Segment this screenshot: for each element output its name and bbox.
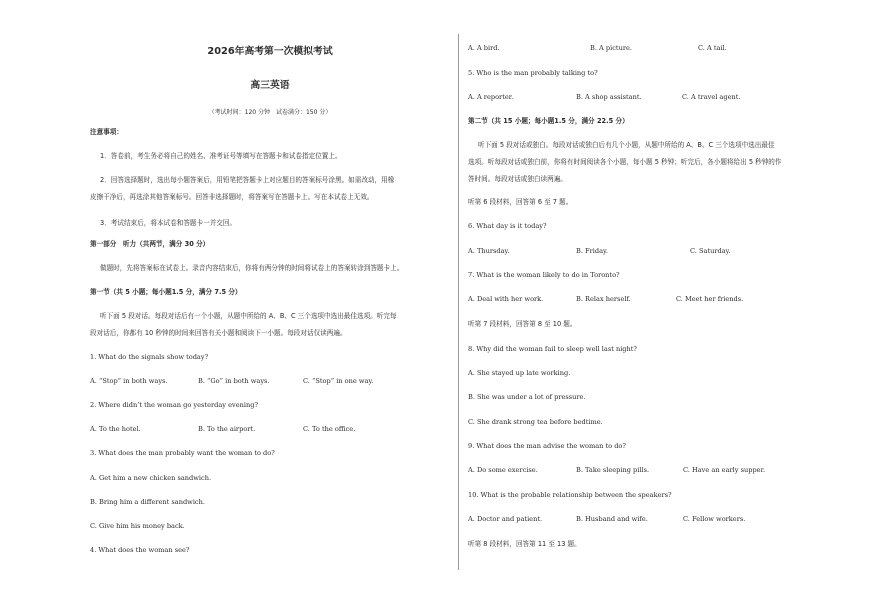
section1-intro-line-2: 段对话后，你都有 10 秒钟的时间来回答有关小题和阅读下一小题。每段对话仅读两遍。	[90, 329, 347, 337]
q7-option-b: B. Relax herself.	[576, 295, 631, 303]
q6-question: 6. What day is it today?	[468, 222, 547, 230]
q9-question: 9. What does the man advise the woman to do?	[468, 442, 626, 450]
q1-option-b: B. “Go” in both ways.	[198, 377, 270, 385]
q3-option-b: B. Bring him a different sandwich.	[90, 498, 205, 506]
note-item-2-line-1: 2．回答选择题时，选出每小题答案后，用铅笔把答题卡上对应题目的答案标号涂黑。如需改动，用橡	[100, 176, 395, 184]
q6-option-c: C. Saturday.	[690, 247, 731, 255]
notes-heading: 注意事项：	[90, 128, 123, 136]
section2-heading: 第二节（共 15 小题；每小题1.5 分，满分 22.5 分）	[468, 117, 629, 125]
q1-option-c: C. “Stop” in one way.	[303, 377, 374, 385]
q8-option-a: A. She stayed up late working.	[468, 369, 571, 377]
q9-option-a: A. Do some exercise.	[468, 466, 538, 474]
q9-option-b: B. Take sleeping pills.	[576, 466, 650, 474]
right-column	[468, 0, 828, 615]
q10-option-b: B. Husband and wife.	[576, 515, 648, 523]
material-8-instruction: 听第 8 段材料，回答第 11 至 13 题。	[468, 540, 581, 548]
note-item-3: 3．考试结束后，将本试卷和答题卡一并交回。	[100, 219, 237, 227]
q3-option-c: C. Give him his money back.	[90, 522, 185, 530]
q8-option-c: C. She drank strong tea before bedtime.	[468, 418, 603, 426]
section2-intro-line-3: 答时间。每段对话或独白读两遍。	[468, 175, 567, 183]
material-7-instruction: 听第 7 段材料，回答第 8 至 10 题。	[468, 320, 577, 328]
q7-question: 7. What is the woman likely to do in Toronto?	[468, 271, 620, 279]
q4-option-c: C. A tail.	[698, 44, 727, 52]
part1-heading: 第一部分 听力（共两节，满分 30 分）	[90, 240, 210, 248]
q9-option-c: C. Have an early supper.	[683, 466, 766, 474]
q5-option-b: B. A shop assistant.	[576, 93, 642, 101]
q5-question: 5. Who is the man probably talking to?	[468, 69, 598, 77]
q8-question: 8. Why did the woman fail to sleep well last night?	[468, 345, 637, 353]
q10-option-a: A. Doctor and patient.	[468, 515, 543, 523]
note-item-2-line-2: 皮擦干净后，再选涂其他答案标号。回答非选择题时，将答案写在答题卡上。写在本试卷上无效。	[90, 193, 374, 201]
material-6-instruction: 听第 6 段材料，回答第 6 至 7 题。	[468, 198, 573, 206]
section1-intro-line-1: 听下面 5 段对话。每段对话后有一个小题，从题中所给的 A、B、C 三个选项中选出最佳选项。听完每	[100, 312, 397, 320]
q5-option-c: C. A travel agent.	[682, 93, 741, 101]
exam-subject: 高三英语	[250, 80, 290, 91]
section1-heading: 第一节（共 5 小题；每小题1.5 分，满分 7.5 分）	[90, 288, 242, 296]
left-column	[90, 0, 450, 615]
q10-question: 10. What is the probable relationship between the speakers?	[468, 491, 672, 499]
q6-option-a: A. Thursday.	[468, 247, 510, 255]
part1-intro: 做题时，先将答案标在试卷上。录音内容结束后，你将有两分钟的时间将试卷上的答案转涂到答题卡上。	[100, 264, 404, 272]
q7-option-c: C. Meet her friends.	[676, 295, 744, 303]
q5-option-a: A. A reporter.	[468, 93, 514, 101]
q2-option-a: A. To the hotel.	[90, 425, 141, 433]
column-divider	[458, 34, 459, 570]
q1-option-a: A. “Stop” in both ways.	[90, 377, 168, 385]
q8-option-b: B. She was under a lot of pressure.	[468, 393, 586, 401]
note-item-1: 1．答卷前，考生务必将自己的姓名、准考证号等填写在答题卡和试卷指定位置上。	[100, 152, 342, 160]
q2-option-b: B. To the airport.	[198, 425, 256, 433]
section2-intro-line-2: 选项。听每段对话或独白前，你将有时间阅读各个小题，每小题 5 秒钟；听完后，各小题将给出 5 秒钟的作	[468, 158, 782, 166]
q4-option-a: A. A bird.	[468, 44, 500, 52]
exam-meta: （考试时间：120 分钟 试卷满分：150 分）	[208, 109, 332, 116]
q1-question: 1. What do the signals show today?	[90, 353, 209, 361]
q4-question: 4. What does the woman see?	[90, 546, 190, 554]
q7-option-a: A. Deal with her work.	[468, 295, 544, 303]
q10-option-c: C. Fellow workers.	[683, 515, 746, 523]
q2-question: 2. Where didn’t the woman go yesterday evening?	[90, 401, 258, 409]
q3-question: 3. What does the man probably want the woman to do?	[90, 449, 275, 457]
q4-option-b: B. A picture.	[590, 44, 632, 52]
section2-intro-line-1: 听下面 5 段对话或独白。每段对话或独白后有几个小题，从题中所给的 A、B、C 三个选项中选出最佳	[478, 141, 775, 149]
q6-option-b: B. Friday.	[576, 247, 608, 255]
q2-option-c: C. To the office.	[303, 425, 356, 433]
q3-option-a: A. Get him a new chicken sandwich.	[90, 474, 212, 482]
exam-title: 2026年高考第一次模拟考试	[207, 46, 333, 57]
